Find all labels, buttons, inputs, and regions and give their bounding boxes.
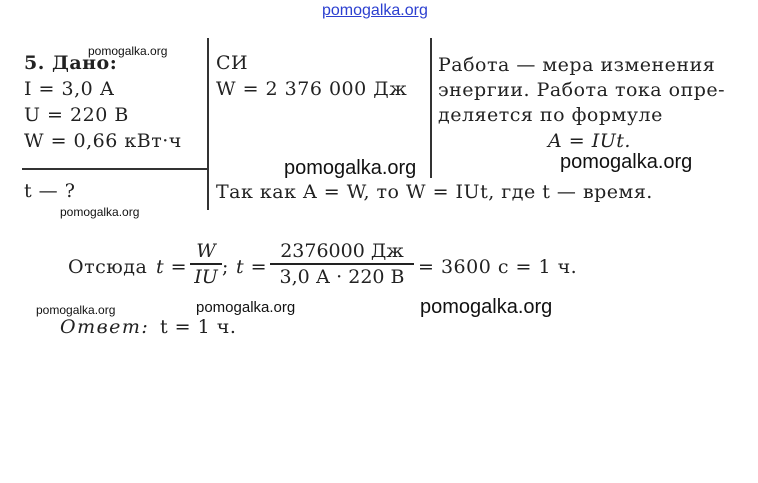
given-find-divider: [22, 168, 207, 170]
answer-label: Ответ:: [60, 316, 150, 338]
fraction-numeric: [270, 240, 414, 288]
given-current: I = 3,0 А: [24, 78, 115, 100]
fraction-bar: [270, 263, 414, 265]
fraction-bar: [190, 263, 222, 265]
solution-line-1: Работа — мера изменения: [438, 54, 716, 76]
given-header: 5. Дано:: [24, 52, 118, 74]
watermark: pomogalka.org: [560, 151, 693, 173]
fraction-numerator: 2376000 Дж: [280, 240, 404, 262]
watermark: pomogalka.org: [36, 303, 116, 317]
watermark: pomogalka.org: [88, 44, 168, 58]
formula-work: A = IUt.: [548, 130, 631, 152]
column-divider-si: [430, 38, 432, 178]
watermark: pomogalka.org: [60, 205, 140, 219]
fraction-numerator: W: [196, 240, 216, 262]
si-header: СИ: [216, 52, 249, 74]
si-work-value: W = 2 376 000 Дж: [216, 78, 408, 100]
derivation-t-eq-1: t =: [156, 256, 188, 278]
fraction-denominator: IU: [194, 266, 218, 288]
derivation-prefix: Отсюда: [68, 256, 148, 278]
derivation-separator: ;: [222, 256, 229, 278]
answer-value: t = 1 ч.: [160, 316, 237, 338]
derivation-result: = 3600 с = 1 ч.: [418, 256, 578, 278]
solution-line-3: деляется по формуле: [438, 104, 663, 126]
find-time: t — ?: [24, 180, 76, 202]
given-work: W = 0,66 кВт·ч: [24, 130, 182, 152]
top-site-link[interactable]: pomogalka.org: [322, 2, 428, 19]
watermark: pomogalka.org: [284, 157, 417, 179]
watermark: pomogalka.org: [196, 299, 296, 316]
solution-line-2: энергии. Работа тока опре-: [438, 79, 726, 101]
watermark: pomogalka.org: [420, 296, 553, 318]
column-divider-given: [207, 38, 209, 210]
derivation-t-eq-2: t =: [236, 256, 268, 278]
given-voltage: U = 220 В: [24, 104, 129, 126]
fraction-denominator: 3,0 А · 220 В: [279, 266, 405, 288]
solution-line-4: Так как A = W, то W = IUt, где t — время.: [216, 181, 653, 203]
fraction-w-over-iu: [190, 240, 222, 288]
